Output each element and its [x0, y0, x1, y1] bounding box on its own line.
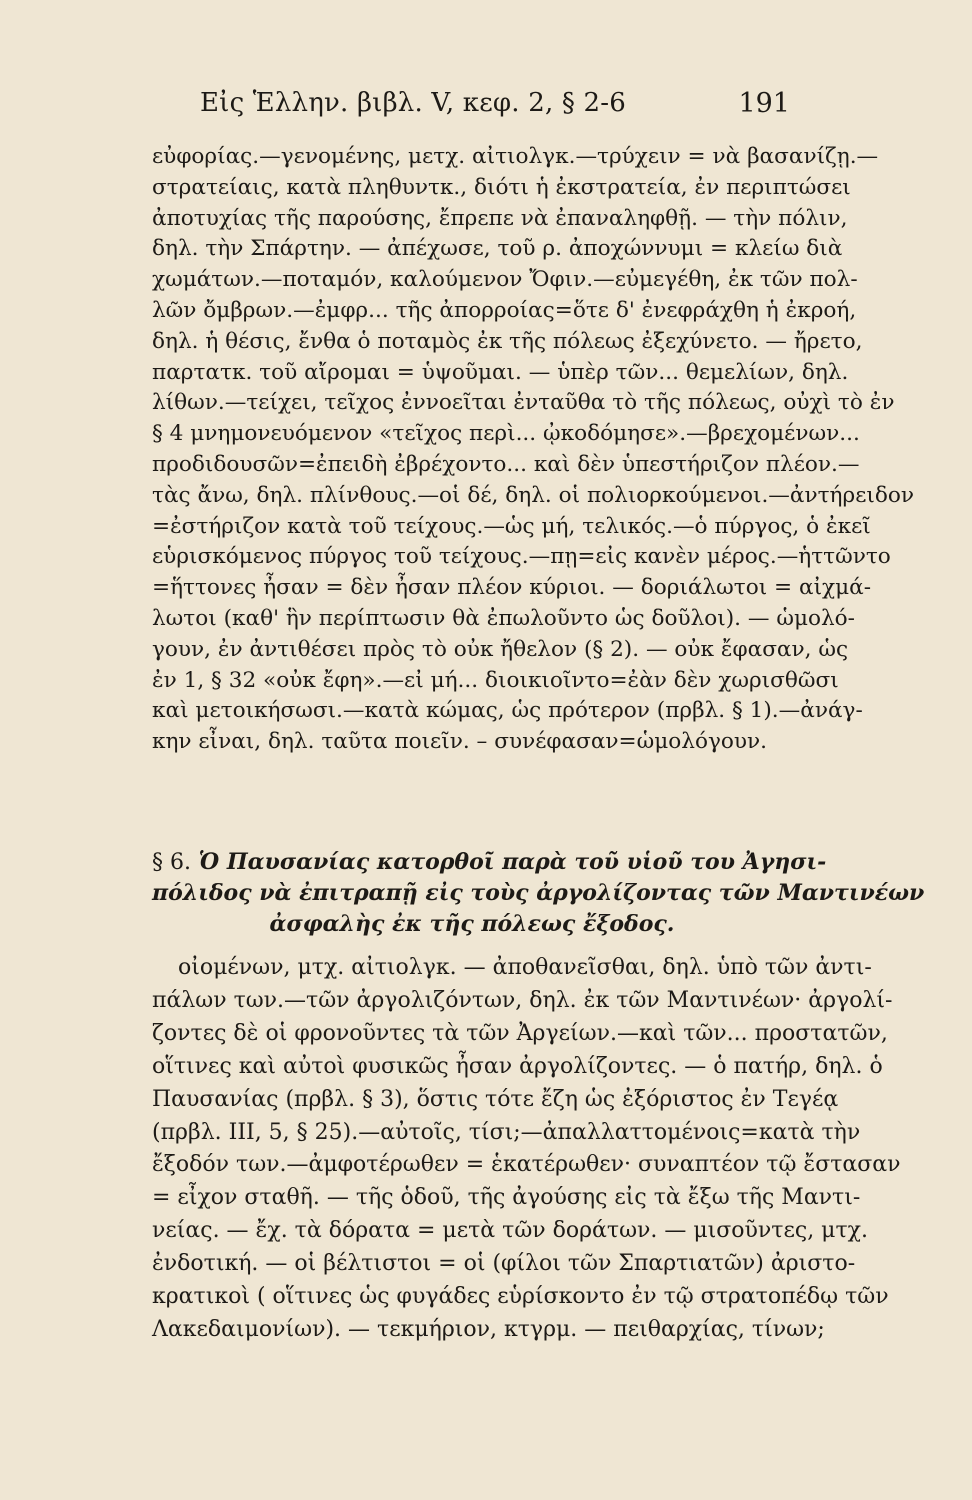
text-line: δηλ. ἡ θέσις, ἔνθα ὁ ποταμὸς ἐκ τῆς πόλεως ἐξεχύνετο. — ἤρετο, [152, 328, 863, 354]
section-heading-line: ἀσφαλὴς ἐκ τῆς πόλεως ἔξοδος. [269, 911, 675, 937]
text-line: Παυσανίας (πρβλ. § 3), ὅστις τότε ἔζη ὡς ἐξόριστος ἐν Τεγέᾳ [152, 1086, 839, 1112]
section-heading-line [152, 847, 827, 878]
text-line: στρατείαις, κατὰ πληθυντκ., διότι ἡ ἐκστρατεία, ἐν περιπτώσει [152, 174, 851, 200]
section-mark: § 6. [152, 850, 191, 875]
text-line: τὰς ἄνω, δηλ. πλίνθους.—οἱ δέ, δηλ. οἱ πολιορκούμενοι.—ἀντήρειδον [152, 482, 914, 508]
text-line: δηλ. τὴν Σπάρτην. — ἀπέχωσε, τοῦ ρ. ἀποχώννυμι = κλείω διὰ [152, 236, 843, 262]
text-line: ἀποτυχίας τῆς παρούσης, ἔπρεπε νὰ ἐπαναληφθῇ. — τὴν πόλιν, [152, 205, 848, 231]
section-paragraph [152, 952, 901, 1347]
text-line: ζοντες δὲ οἱ φρονοῦντες τὰ τῶν Ἀργείων.—καὶ τῶν... προστατῶν, [152, 1020, 888, 1046]
page-header [200, 88, 790, 124]
text-line: λωτοι (καθ' ἣν περίπτωσιν θὰ ἐπωλοῦντο ὡς δοῦλοι). — ὡμολό- [152, 605, 855, 631]
text-line: καὶ μετοικήσωσι.—κατὰ κώμας, ὡς πρότερον (πρβλ. § 1).—ἀνάγ- [152, 698, 863, 724]
text-line: = εἶχον σταθῆ. — τῆς ὁδοῦ, τῆς ἀγούσης εἰς τὰ ἔξω τῆς Μαντι- [152, 1185, 861, 1211]
text-line: Λακεδαιμονίων). — τεκμήριον, κτγρμ. — πειθαρχίας, τίνων; [152, 1316, 825, 1342]
text-line: λίθων.—τείχει, τεῖχος ἐννοεῖται ἐνταῦθα τὸ τῆς πόλεως, οὐχὶ τὸ ἐν [152, 390, 895, 416]
section-heading [152, 847, 925, 940]
text-line: οἰομένων, μτχ. αἰτιολγκ. — ἀποθανεῖσθαι, δηλ. ὑπὸ τῶν ἀντι- [178, 955, 872, 980]
text-line: ἐν 1, § 32 «οὐκ ἔφη».—εἰ μή... διοικιοῖντο=ἐὰν δὲν χωρισθῶσι [152, 667, 839, 693]
text-line: γουν, ἐν ἀντιθέσει πρὸς τὸ οὐκ ἤθελον (§ 2). — οὐκ ἔφασαν, ὡς [152, 636, 849, 662]
running-head: Εἰς Ἑλλην. βιβλ. V, κεφ. 2, § 2-6 [200, 88, 627, 118]
text-line: ἔξοδόν των.—ἀμφοτέρωθεν = ἑκατέρωθεν· συναπτέον τῷ ἔστασαν [152, 1152, 901, 1178]
text-line: λῶν ὄμβρων.—ἐμφρ... τῆς ἀπορροίας=ὅτε δ' ἐνεφράχθη ἡ ἐκροή, [152, 297, 857, 323]
text-line: =ἐστήριζον κατὰ τοῦ τείχους.—ὡς μή, τελικός.—ὁ πύργος, ὁ ἐκεῖ [152, 513, 871, 539]
text-line: εὐφορίας.—γενομένης, μετχ. αἰτιολγκ.—τρύχειν = νὰ βασανίζῃ.— [152, 144, 879, 169]
text-line: παρτατκ. τοῦ αἴρομαι = ὑψοῦμαι. — ὑπὲρ τῶν... θεμελίων, δηλ. [152, 359, 849, 385]
text-line: οἵτινες καὶ αὐτοὶ φυσικῶς ἦσαν ἀργολίζοντες. — ὁ πατήρ, δηλ. ὁ [152, 1053, 883, 1079]
section-heading-line: πόλιδος νὰ ἐπιτραπῇ εἰς τοὺς ἀργολίζοντας τῶν Μαντινέων [152, 880, 925, 906]
page-number: 191 [738, 88, 790, 119]
text-line: =ἥττονες ἦσαν = δὲν ἦσαν πλέον κύριοι. — δοριάλωτοι = αἰχμά- [152, 575, 872, 601]
text-line: προδιδουσῶν=ἐπειδὴ ἐβρέχοντο... καὶ δὲν ὑπεστήριζον πλέον.— [152, 451, 860, 477]
commentary-paragraph [152, 142, 914, 758]
text-line: εὑρισκόμενος πύργος τοῦ τείχους.—πῃ=εἰς κανὲν μέρος.—ἡττῶντο [152, 544, 891, 570]
text-line: πάλων των.—τῶν ἀργολιζόντων, δηλ. ἐκ τῶν Μαντινέων· ἀργολί- [152, 987, 893, 1013]
text-line: κρατικοὶ ( οἵτινες ὡς φυγάδες εὑρίσκοντο ἐν τῷ στρατοπέδῳ τῶν [152, 1284, 889, 1310]
section-heading-text: Ὁ Παυσανίας κατορθοῖ παρὰ τοῦ υἱοῦ του Ἀγησι- [198, 849, 827, 875]
text-line: ἐνδοτική. — οἱ βέλτιστοι = οἱ (φίλοι τῶν Σπαρτιατῶν) ἀριστο- [152, 1251, 856, 1277]
text-line: (πρβλ. III, 5, § 25).—αὐτοῖς, τίσι;—ἀπαλλαττομένοις=κατὰ τὴν [152, 1119, 861, 1145]
text-line: κην εἶναι, δηλ. ταῦτα ποιεῖν. – συνέφασαν=ὡμολόγουν. [152, 729, 767, 755]
text-line: § 4 μνημονευόμενον «τεῖχος περὶ... ᾠκοδόμησε».—βρεχομένων... [152, 421, 860, 447]
text-line: χωμάτων.—ποταμόν, καλούμενον Ὄφιν.—εὐμεγέθη, ἐκ τῶν πολ- [152, 267, 858, 293]
text-line: νείας. — ἔχ. τὰ δόρατα = μετὰ τῶν δοράτων. — μισοῦντες, μτχ. [152, 1218, 868, 1244]
